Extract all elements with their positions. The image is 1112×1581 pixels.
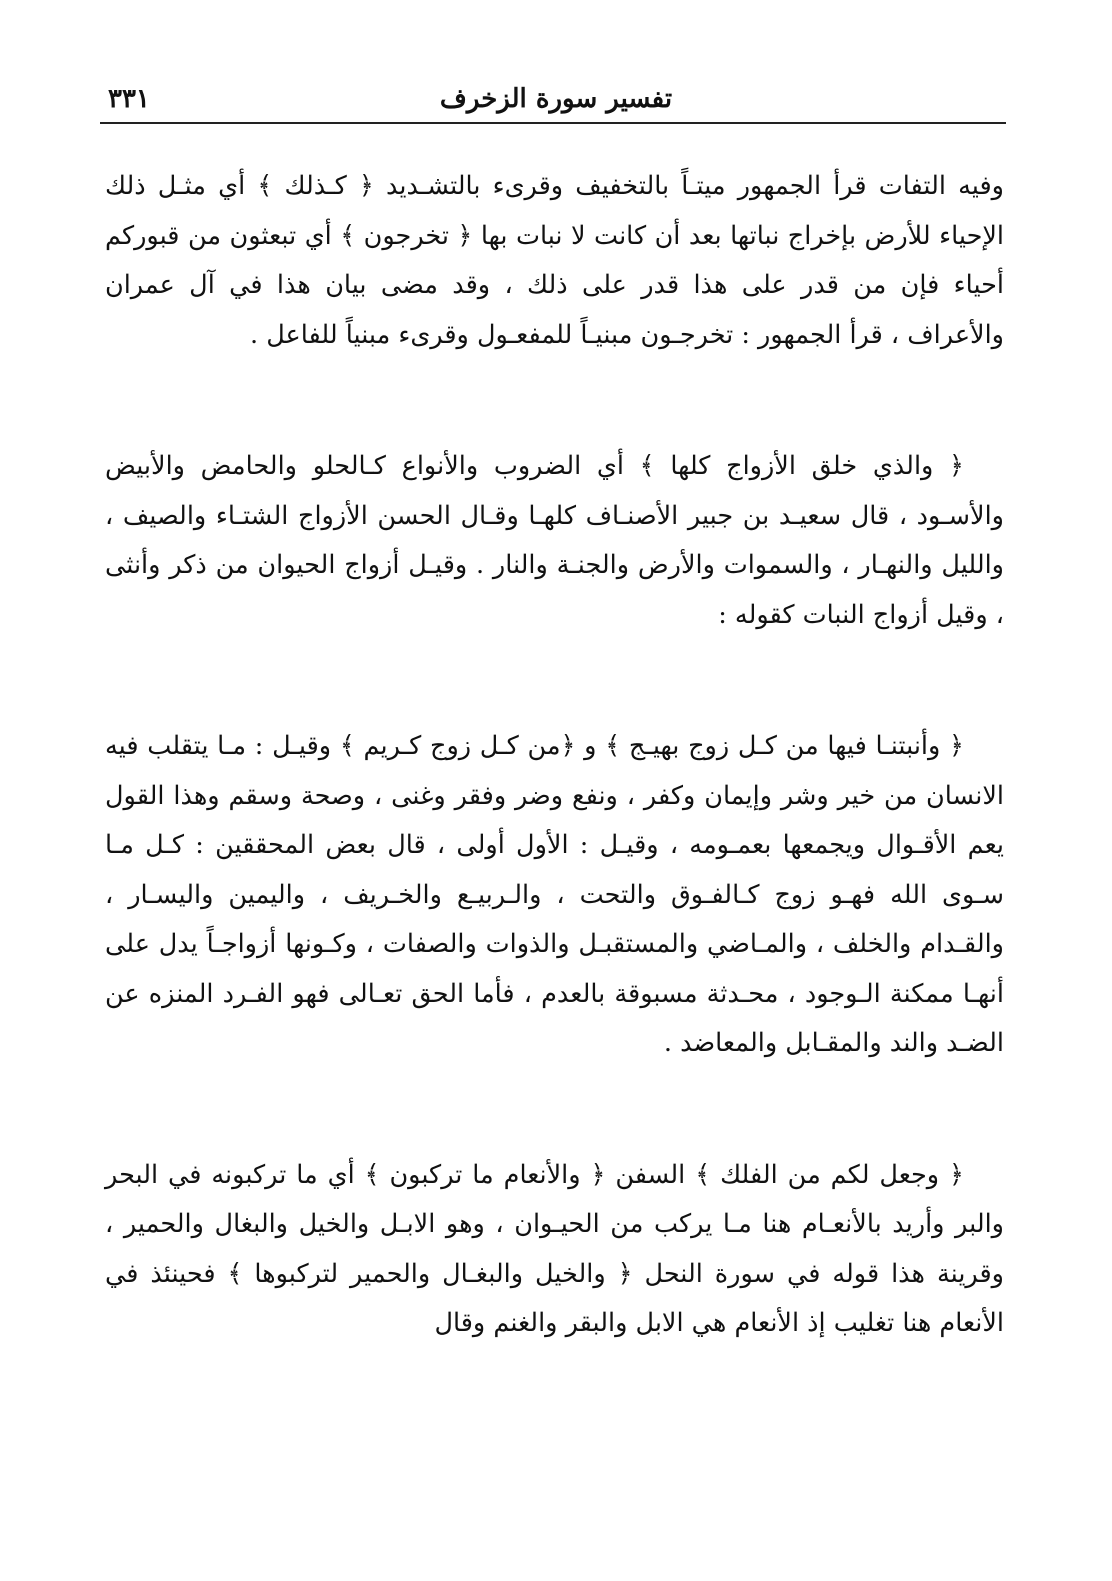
page-body [105,162,1004,1349]
paragraph-gap [105,360,1004,442]
paragraph-gap [105,1069,1004,1151]
paragraph: ﴿ وأنبتنـا فيها من كـل زوج بهيـج ﴾ و ﴿من كـل زوج كـريم ﴾ وقيـل : مـا يتقلب فيه الانسان من خير وشر وإيمان وكفر ، ونفع وضر وفقر وغنى ، وصحة وسقم وهذا القول يعم الأقـوال ويجمعها بعمـومه ، وقيـل : الأول أولى ، قال بعض المحققين : كـل مـا سـوى الله فهـو زوج كـالفـوق والتحت ، والـربيـع والخـريف ، واليمين واليسـار ، والقـدام والخلف ، والمـاضي والمستقبـل والذوات والصفات ، وكـونها أزواجـاً يدل على أنهـا ممكنة الـوجود ، محـدثة مسبوقة بالعدم ، فأما الحق تعـالى فهو الفـرد المنزه عن الضـد والند والمقـابل والمعاضد . [105,731,1004,1058]
running-header [108,80,1004,120]
header-divider [100,122,1006,124]
page-title: تفسير سورة الزخرف [439,84,673,114]
page-number: ٣٣١ [108,84,150,114]
paragraph: ﴿ والذي خلق الأزواج كلها ﴾ أي الضروب والأنواع كـالحلو والحامض والأبيض والأسـود ، قال سعيـد بن جبير الأصنـاف كلهـا وقـال الحسن الأزواج الشتـاء والصيف ، والليل والنهـار ، والسموات والأرض والجنـة والنار . وقيـل أزواج الحيوان من ذكر وأنثى ، وقيل أزواج النبات كقوله : [105,451,1004,630]
paragraph-gap [105,640,1004,722]
paragraph: ﴿ وجعل لكم من الفلك ﴾ السفن ﴿ والأنعام ما تركبون ﴾ أي ما تركبونه في البحر والبر وأريد بالأنعـام هنا مـا يركب من الحيـوان ، وهو الابـل والخيل والبغال والحمير ، وقرينة هذا قوله في سورة النحل ﴿ والخيل والبغـال والحمير لتركبوها ﴾ فحينئذ في الأنعام هنا تغليب إذ الأنعام هي الابل والبقر والغنم وقال [105,1159,1004,1338]
paragraph: وفيه التفات قرأ الجمهور ميتـاً بالتخفيف وقرىء بالتشـديد ﴿ كـذلك ﴾ أي مثـل ذلك الإحياء للأرض بإخراج نباتها بعد أن كانت لا نبات بها ﴿ تخرجون ﴾ أي تبعثون من قبوركم أحياء فإن من قدر على هذا قدر على ذلك ، وقد مضى بيان هذا في آل عمران والأعراف ، قرأ الجمهور : تخرجـون مبنيـاً للمفعـول وقرىء مبنياً للفاعل . [105,171,1004,350]
